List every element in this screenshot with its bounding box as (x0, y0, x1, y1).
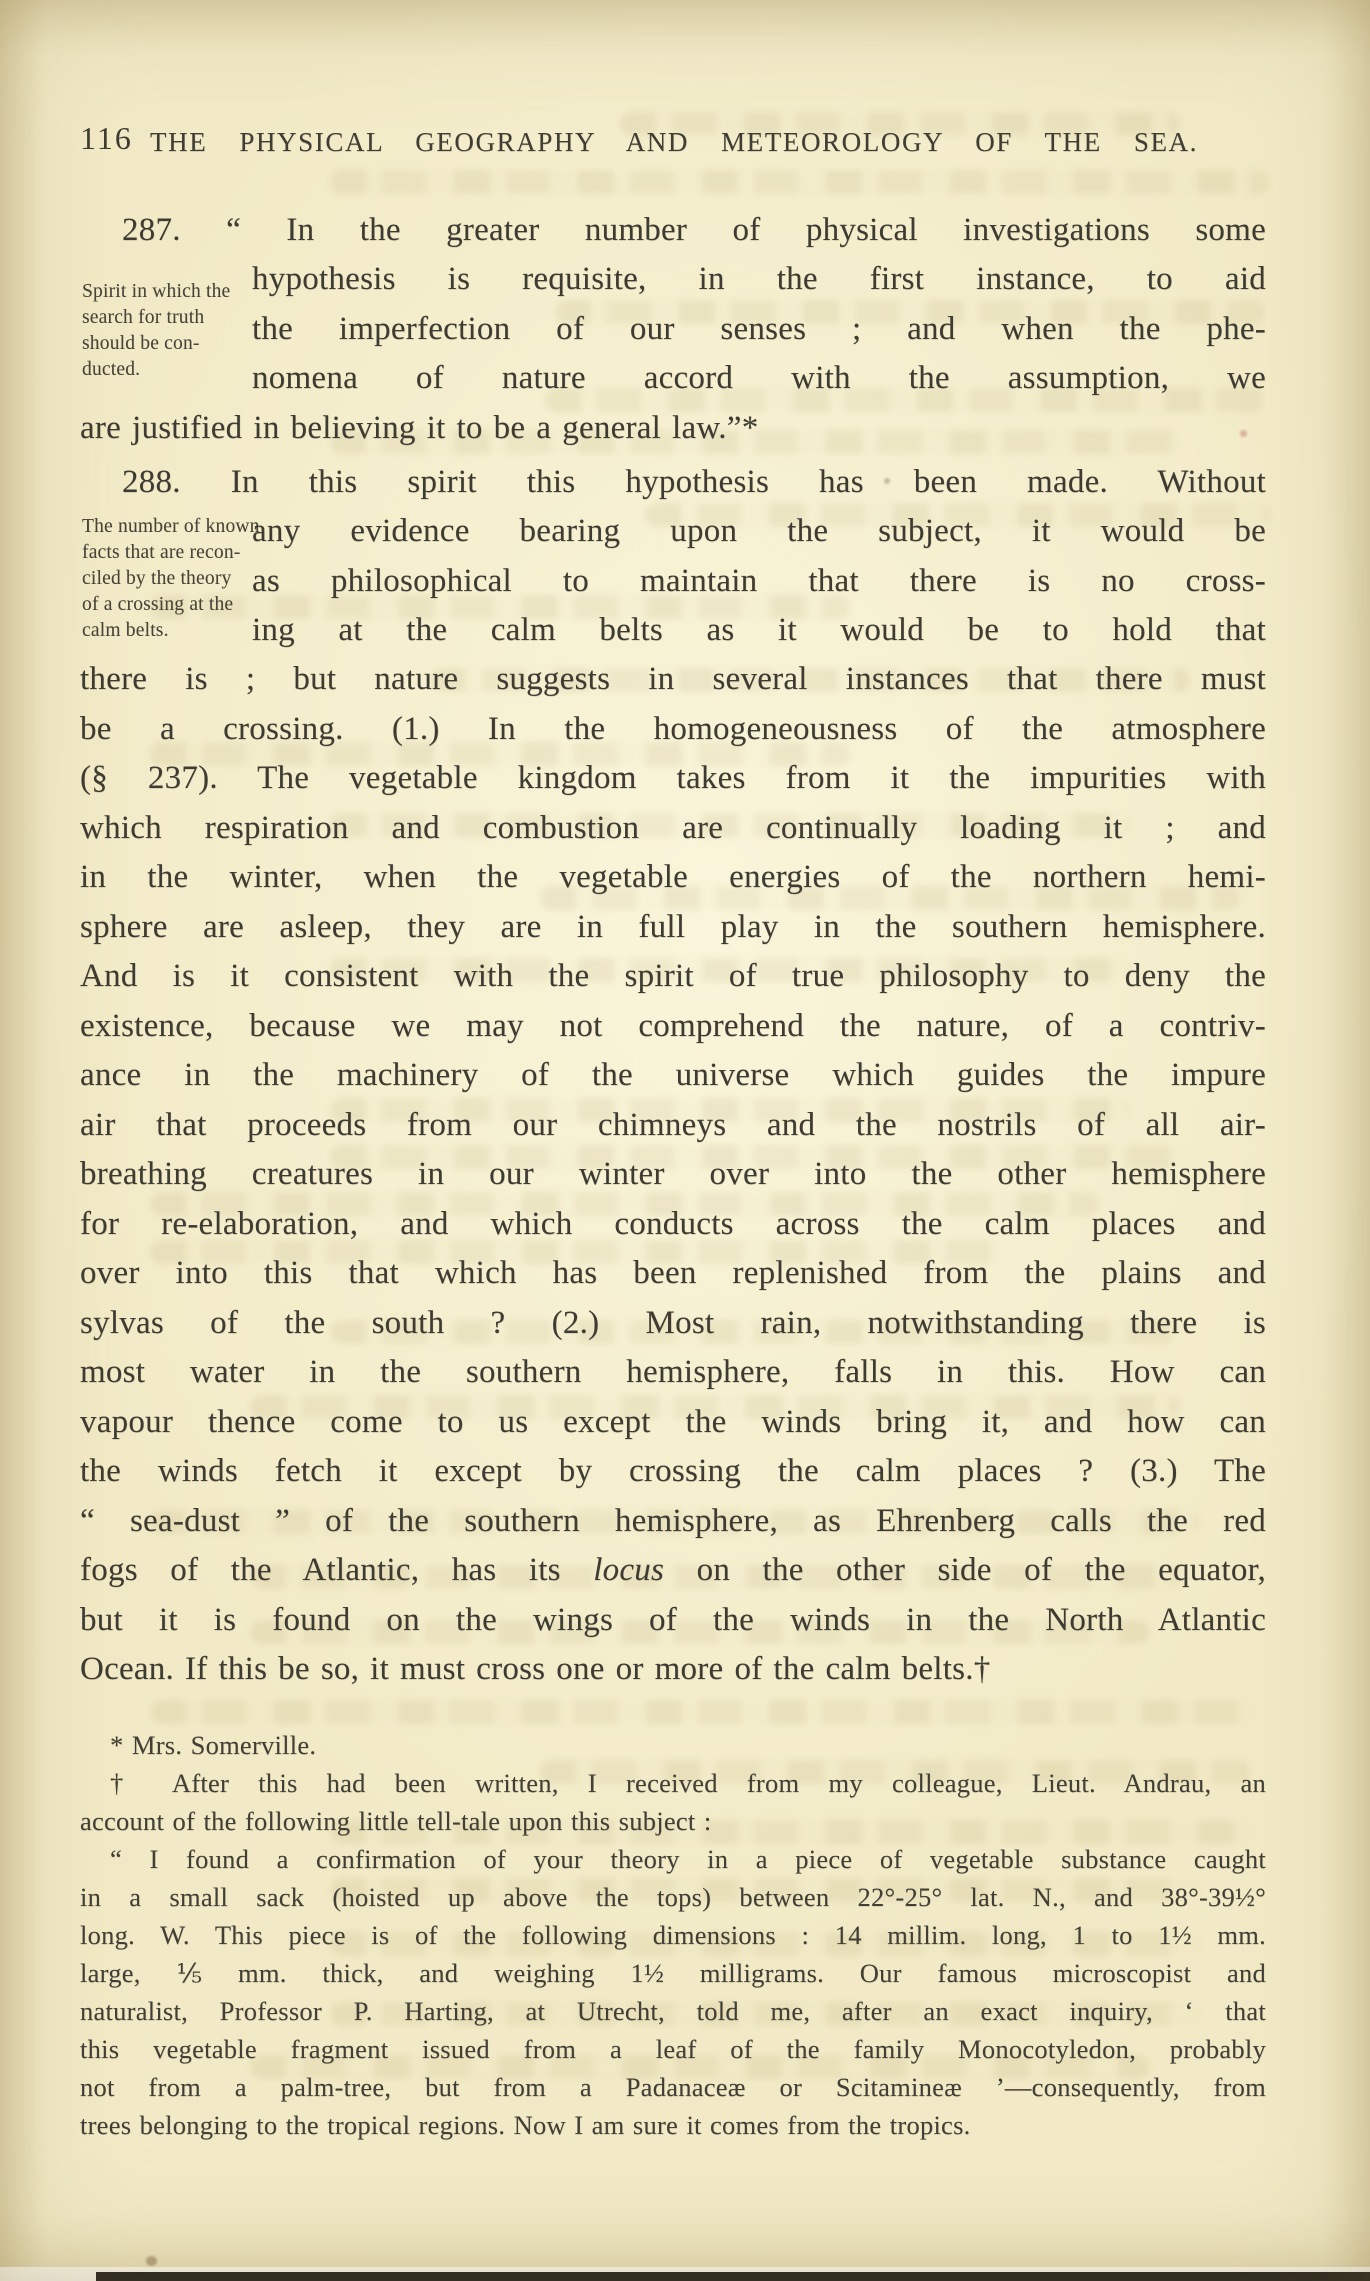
text-line: in the winter, when the vegetable energies of the northern hemi- (80, 859, 1266, 895)
text-line: in a small sack (hoisted up above the tops) between 22°-25° lat. N., and 38°-39½° (80, 1882, 1266, 1912)
paragraph-288-body-lines (80, 655, 1266, 1695)
text-line: most water in the southern hemisphere, falls in this. How can (80, 1354, 1266, 1390)
text-line: there is ; but nature suggests in several instances that there must (80, 661, 1266, 697)
footnotes (80, 1726, 1266, 2144)
text-line: the imperfection of our senses ; and when the phe- (252, 310, 1266, 347)
text-line: any evidence bearing upon the subject, it would be (252, 513, 1266, 549)
running-title: THE PHYSICAL GEOGRAPHY AND METEOROLOGY OF THE SEA. (150, 127, 1198, 157)
text-line: sylvas of the south ? (2.) Most rain, notwithstanding there is (80, 1304, 1266, 1341)
sidenote-facts-reconciled (82, 514, 260, 644)
text-line: * Mrs. Somerville. (110, 1730, 317, 1760)
text-line: be a crossing. (1.) In the homogeneousness of the atmosphere (80, 710, 1266, 747)
text-line: hypothesis is requisite, in the first instance, to aid (252, 261, 1266, 297)
text-line: facts that are recon- (82, 542, 241, 563)
text-line: calm belts. (82, 620, 169, 641)
text-line: (§ 237). The vegetable kingdom takes from it the impurities with (80, 760, 1266, 796)
text-line: are justified in believing it to be a general law.”* (80, 410, 759, 446)
text-line: sphere are asleep, they are in full play in the southern hemisphere. (80, 908, 1266, 945)
paper-speck (146, 2256, 157, 2266)
text-line: search for truth (82, 307, 205, 328)
paragraph-287-first-line (80, 206, 1266, 256)
text-line: the winds fetch it except by crossing the calm places ? (3.) The (80, 1453, 1266, 1489)
text-line: trees belonging to the tropical regions. Now I am sure it comes from the tropics. (80, 2110, 971, 2140)
text-line: ciled by the theory (82, 568, 232, 589)
text-line: should be con- (82, 333, 200, 354)
text-line: existence, because we may not comprehend the nature, of a contriv- (80, 1007, 1266, 1044)
text-line: air that proceeds from our chimneys and the nostrils of all air- (80, 1106, 1266, 1143)
bleed-through-artifact (330, 170, 1270, 194)
text-line: 287. “ In the greater number of physical investigations some (122, 212, 1266, 248)
text-line: but it is found on the wings of the winds in the North Atlantic (80, 1601, 1266, 1638)
page-number: 116 (80, 120, 133, 156)
text-line: large, ⅕ mm. thick, and weighing 1½ milligrams. Our famous microscopist and (80, 1958, 1266, 1988)
paragraph-288-first-line (80, 458, 1266, 508)
text-line: over into this that which has been replenished from the plains and (80, 1255, 1266, 1291)
text-line: Spirit in which the (82, 281, 231, 302)
text-line: this vegetable fragment issued from a leaf of the family Monocotyledon, probably (80, 2034, 1266, 2064)
text-line: The number of known (82, 516, 260, 537)
text-line: as philosophical to maintain that there is no cross- (252, 562, 1266, 599)
text-line: vapour thence come to us except the winds bring it, and how can (80, 1403, 1266, 1440)
scan-bottom-dark-edge (96, 2272, 1370, 2281)
text-line: not from a palm-tree, but from a Padanaceæ or Scitamineæ ’—consequently, from (80, 2072, 1266, 2102)
text-line: ing at the calm belts as it would be to hold that (252, 612, 1266, 648)
text-line: ducted. (82, 359, 141, 380)
paragraph-287-indented-lines (252, 255, 1266, 404)
text-line: for re-elaboration, and which conducts across the calm places and (80, 1205, 1266, 1242)
text-line: “ sea-dust ” of the southern hemisphere, as Ehrenberg calls the red (80, 1502, 1266, 1539)
text-line: nomena of nature accord with the assumption, we (252, 360, 1266, 396)
text-line: † After this had been written, I received from my colleague, Lieut. Andrau, an (110, 1768, 1266, 1798)
text-line: And is it consistent with the spirit of true philosophy to deny the (80, 958, 1266, 994)
text-line: account of the following little tell-tale upon this subject : (80, 1806, 712, 1836)
text-line: of a crossing at the (82, 594, 234, 615)
sidenote-spirit-of-search (82, 279, 254, 383)
text-line: 288. In this spirit this hypothesis has been made. Without (122, 464, 1266, 500)
text-line: ance in the machinery of the universe which guides the impure (80, 1057, 1266, 1093)
text-line: which respiration and combustion are continually loading it ; and (80, 809, 1266, 846)
text-line: naturalist, Professor P. Harting, at Utrecht, told me, after an exact inquiry, ‘ that (80, 1996, 1266, 2026)
bleed-through-artifact (150, 1700, 1250, 1724)
paragraph-287-closing-line (80, 404, 1266, 454)
text-line: “ I found a confirmation of your theory in a piece of vegetable substance caught (110, 1844, 1266, 1874)
text-line: breathing creatures in our winter over into the other hemisphere (80, 1156, 1266, 1192)
text-line: Ocean. If this be so, it must cross one or more of the calm belts.† (80, 1651, 991, 1687)
text-line: fogs of the Atlantic, has its locus on the other side of the equator, (80, 1552, 1266, 1588)
text-line: long. W. This piece is of the following dimensions : 14 millim. long, 1 to 1½ mm. (80, 1920, 1266, 1950)
paragraph-288-indented-lines (252, 507, 1266, 656)
